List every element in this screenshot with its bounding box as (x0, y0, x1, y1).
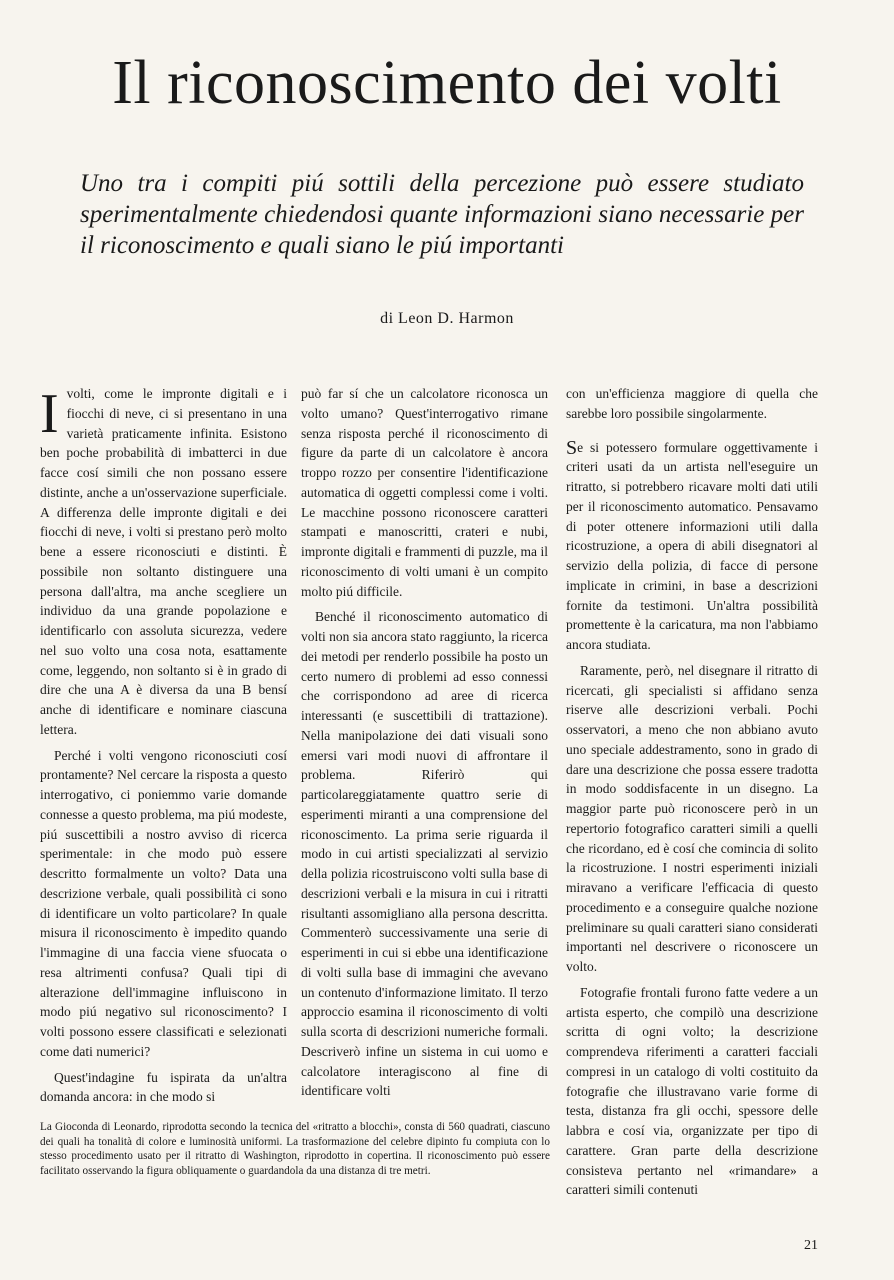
page-number: 21 (804, 1238, 818, 1253)
text-column-2 (301, 384, 548, 1107)
article-title: Il riconoscimento dei volti (112, 49, 782, 117)
text-column-1 (40, 384, 287, 1113)
paragraph: con un'efficienza maggiore di quella che sarebbe loro possibile singolarmente. (566, 386, 818, 421)
paragraph (566, 438, 818, 655)
figure-caption: La Gioconda di Leonardo, riprodotta secondo la tecnica del «ritratto a blocchi», consta di 560 quadrati, ciascuno dei quali ha tonalità di colore e luminosità uniformi. La trasformazione del celebre dipinto fu compiuta con lo stesso procedimento usato per il ritratto di Washington, riprodotto in copertina. Il riconoscimento può essere facilitato osservando la figura obliquamente o guardandola da una distanza di tre metri. (40, 1121, 550, 1177)
paragraph: Quest'indagine fu ispirata da un'altra domanda ancora: in che modo si (40, 1069, 287, 1105)
author-byline: di Leon D. Harmon (380, 310, 514, 327)
paragraph: Benché il riconoscimento automatico di volti non sia ancora stato raggiunto, la ricerca dei metodi per renderlo possibile ha posto un certo numero di problemi ad esso connessi che corrispondono ad aree di ricerca interessanti (e suscettibili di trattazione). Nella manipolazione dei dati visuali sono emersi vari modi nuovi di affrontare il problema. Riferirò qui particolareggiatamente quattro serie di esperimenti miranti a una comprensione del riconoscimento. La prima serie riguarda il modo in cui artisti specializzati al servizio della polizia ricostruiscono volti sulla base di descrizioni verbali e la misura in cui i ritratti risultanti assomigliano alla persona descritta. Commenterò successivamente una serie di esperimenti in cui si ebbe una identificazione di volti sulla base di immagini che avevano un contenuto d'informazione limitato. Il terzo approccio esamina il riconoscimento di volti sulla scorta di descrizioni numeriche formali. Descriverò infine un sistema in cui uomo e calcolatore interagiscono al fine di identificare volti (301, 609, 548, 1099)
section-initial: S (566, 436, 578, 459)
drop-cap: I (40, 383, 59, 445)
paragraph-text: e si potessero formulare oggettivamente i criteri usati da un artista nell'eseguire un ritratto, si potrebbero ricavare molti dati utili per il riconoscimento automatico. Pensavamo di poter ottenere informazioni utili dalla ricostruzione, a opera di abili disegnatori al servizio della polizia, di facce di persone implicate in crimini, in base a descrizioni fornite da testimoni. Un'altra possibilità promettente è la caricatura, ma non l'abbiamo ancora studiata. (566, 439, 818, 652)
paragraph (40, 384, 287, 740)
paragraph: può far sí che un calcolatore riconosca un volto umano? Quest'interrogativo rimane senza risposta perché il riconoscimento di figure da parte di un calcolatore è ancora troppo rozzo per consentire l'identificazione automatica di oggetti complessi come i volti. Le macchine possono riconoscere caratteri stampati e manoscritti, crateri e nubi, impronte digitali e frammenti di puzzle, ma il riconoscimento di volti umani è un compito molto piú difficile. (301, 386, 548, 599)
paragraph-text: volti, come le impronte digitali e i fiocchi di neve, ci si presentano in una varietà praticamente infinita. Esistono ben poche probabilità di imbatterci in due facce cosí simili che non possano essere distinte, anche a un'osservazione superficiale. A differenza delle impronte digitali e dei fiocchi di neve, i volti si prestano però molto bene a essere riconosciuti e distinti. È possibile non soltanto distinguere una persona dall'altra, ma anche scegliere un individuo da una grande popolazione e identificarlo con assoluta sicurezza, vedere nel suo volto una cosa nota, esattamente come, leggendo, non soltanto si è in grado di dire che una A è diversa da una B bensí anche di identificare e nominare ciascuna lettera. (40, 386, 287, 737)
paragraph: Perché i volti vengono riconosciuti cosí prontamente? Nel cercare la risposta a questo interrogativo, ci poniemmo varie domande connesse a questo problema, ma piú modeste, piú suscettibili a nostro avviso di ricerca sperimentale: in che modo può essere descritto formalmente un volto? Data una descrizione verbale, quali possibilità ci sono di identificare un volto particolare? In quale misura il riconoscimento è impedito quando l'immagine di una faccia viene sfuocata o resa altrimenti confusa? Quali tipi di alterazione dell'immagine influiscono in modo piú negativo sul riconoscimento? I volti possono essere classificati e selezionati come dati numerici? (40, 747, 287, 1059)
article-subtitle: Uno tra i compiti piú sottili della percezione può essere studiato sperimentalmente chiedendosi quante informazioni siano necessarie per il riconoscimento e quali siano le piú importanti (80, 170, 804, 259)
text-column-3 (566, 384, 818, 1206)
paragraph: Raramente, però, nel disegnare il ritratto di ricercati, gli specialisti si affidano senza riserve alle descrizioni verbali. Pochi osservatori, a meno che non abbiano avuto uno speciale addestramento, sono in grado di dare una descrizione che possa essere tradotta in modo soddisfacente in un disegno. La maggior parte può riconoscere però in un repertorio fotografico caratteri simili a quelli che ricordano, ed è cosí che comincia di solito la ricostruzione. I nostri esperimenti iniziali miravano a verificare l'efficacia di questo procedimento e a conseguire qualche nozione preliminare su quali caratteri siano considerati importanti nel descrivere o riconoscere un volto. (566, 662, 818, 974)
paragraph: Fotografie frontali furono fatte vedere a un artista esperto, che compilò una descrizione scritta di ogni volto; la descrizione comprendeva riferimenti a caratteri facciali compresi in un catalogo di volti costituito da fotografie che illustravano varie forme di testa, distanza fra gli occhi, spessore delle labbra e cosí via, organizzate per tipo di carattere. Gran parte della descrizione consisteva pertanto nel «rimandare» a caratteri simili contenuti (566, 984, 818, 1198)
